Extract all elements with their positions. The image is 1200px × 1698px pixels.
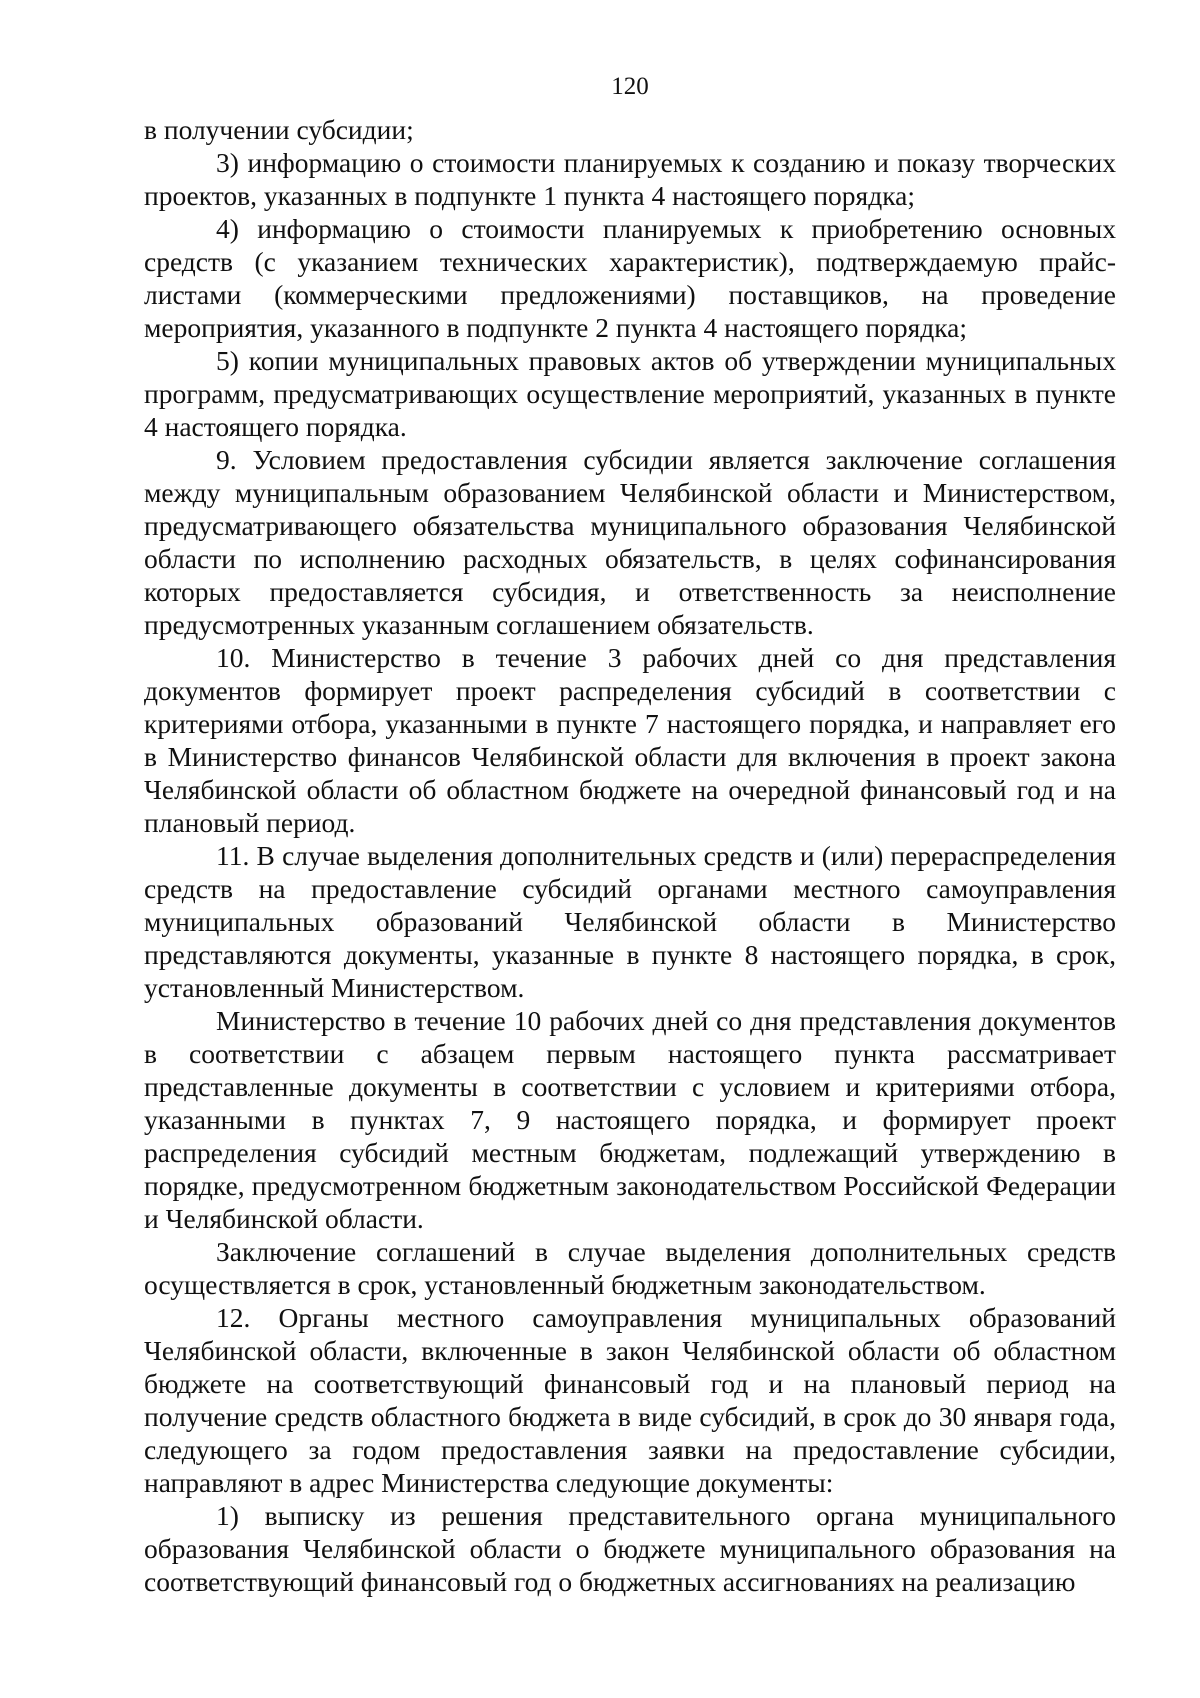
paragraph-clause-11-third: Заключение соглашений в случае выделения дополнительных средств осуществляется в срок, установленный бюджетным законодательством.	[144, 1236, 1116, 1300]
paragraph-item-3: 3) информацию о стоимости планируемых к созданию и показу творческих проектов, указанных в подпункте 1 пункта 4 настоящего порядка;	[144, 147, 1116, 211]
paragraph-clause-11: 11. В случае выделения дополнительных средств и (или) перераспределения средств на предоставление субсидий органами местного самоуправления муниципальных образований Челябинской области в Министерство представляются документы, указанные в пункте 8 настоящего порядка, в срок, установленный Министерством.	[144, 840, 1116, 1003]
paragraph-item-5: 5) копии муниципальных правовых актов об утверждении муниципальных программ, предусматривающих осуществление мероприятий, указанных в пункте 4 настоящего порядка.	[144, 345, 1116, 442]
paragraph-continuation: в получении субсидии;	[144, 114, 414, 145]
paragraph-clause-12: 12. Органы местного самоуправления муниципальных образований Челябинской области, включенные в закон Челябинской области об областном бюджете на соответствующий финансовый год и на плановый период на получение средств областного бюджета в виде субсидий, в срок до 30 января года, следующего за годом предоставления заявки на предоставление субсидии, направляют в адрес Министерства следующие документы:	[144, 1302, 1116, 1498]
document-body	[144, 113, 1116, 1598]
page-number: 120	[611, 73, 649, 100]
paragraph-clause-11-second: Министерство в течение 10 рабочих дней со дня представления документов в соответствии с абзацем первым настоящего пункта рассматривает представленные документы в соответствии с условием и критериями отбора, указанными в пунктах 7, 9 настоящего порядка, и формирует проект распределения субсидий местным бюджетам, подлежащий утверждению в порядке, предусмотренном бюджетным законодательством Российской Федерации и Челябинской области.	[144, 1005, 1116, 1234]
paragraph-item-4: 4) информацию о стоимости планируемых к приобретению основных средств (с указанием технических характеристик), подтверждаемую прайс-листами (коммерческими предложениями) поставщиков, на проведение мероприятия, указанного в подпункте 2 пункта 4 настоящего порядка;	[144, 213, 1116, 343]
paragraph-clause-12-item-1: 1) выписку из решения представительного органа муниципального образования Челябинской области о бюджете муниципального образования на соответствующий финансовый год о бюджетных ассигнованиях на реализацию	[144, 1500, 1116, 1597]
paragraph-clause-9: 9. Условием предоставления субсидии является заключение соглашения между муниципальным образованием Челябинской области и Министерством, предусматривающего обязательства муниципального образования Челябинской области по исполнению расходных обязательств, в целях софинансирования которых предоставляется субсидия, и ответственность за неисполнение предусмотренных указанным соглашением обязательств.	[144, 444, 1116, 640]
paragraph-clause-10: 10. Министерство в течение 3 рабочих дней со дня представления документов формирует проект распределения субсидий в соответствии с критериями отбора, указанными в пункте 7 настоящего порядка, и направляет его в Министерство финансов Челябинской области для включения в проект закона Челябинской области об областном бюджете на очередной финансовый год и на плановый период.	[144, 642, 1116, 838]
